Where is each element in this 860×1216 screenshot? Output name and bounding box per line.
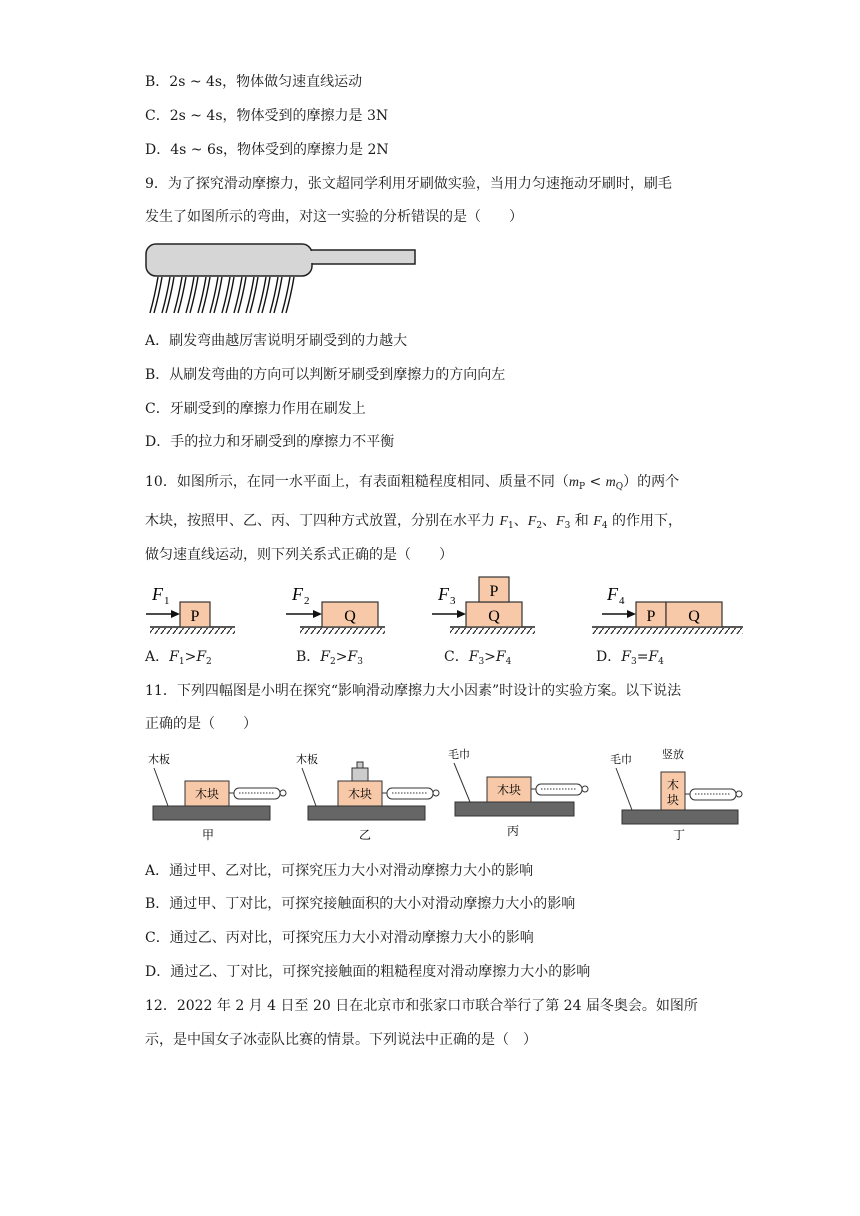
toothbrush-head: [146, 244, 312, 276]
towel-board: [455, 802, 574, 816]
q8-option-c: C．2s ~ 4s，物体受到的摩擦力是 3N: [145, 108, 389, 124]
svg-text:木块: 木块: [496, 783, 522, 797]
toothbrush-bristles: [150, 277, 294, 313]
block-q-label: Q: [688, 608, 700, 625]
q11-option-a: A．通过甲、乙对比，可探究压力大小对滑动摩擦力大小的影响: [145, 863, 534, 879]
block-q-label: Q: [488, 608, 500, 625]
q11-figure-ding: [610, 747, 742, 842]
board-label: 木板: [148, 753, 170, 766]
towel-label: 毛巾: [610, 753, 632, 766]
svg-text:木: 木: [666, 778, 680, 792]
board: [308, 806, 425, 820]
q10-option-d: D．$F_3=F_4$: [596, 649, 664, 667]
towel-label: 毛巾: [448, 748, 470, 761]
weight: [352, 768, 368, 781]
q8-option-b: B．2s ~ 4s，物体做匀速直线运动: [145, 74, 363, 90]
vertical-label: 竖放: [662, 748, 684, 761]
svg-text:木块: 木块: [194, 787, 220, 801]
svg-text:3: 3: [450, 595, 456, 607]
q12-stem-line1: 12．2022 年 2 月 4 日至 20 日在北京市和张家口市联合举行了第 24 届冬奥会。如图所: [145, 998, 698, 1014]
board: [153, 806, 270, 820]
force-arrow: [313, 610, 322, 618]
q10-figure-1: [146, 584, 235, 634]
svg-text:乙: 乙: [358, 828, 372, 842]
towel-board: [622, 810, 738, 824]
force-f2-label: F: [292, 584, 303, 604]
q10-stem-line2: 木块，按照甲、乙、丙、丁四种方式放置，分别在水平力 $F_1$、$F_2$、$F_3$ 和 $F_4$ 的作用下，: [145, 513, 682, 531]
q11-figure-jia: [148, 752, 286, 842]
q9-option-b: B．从刷发弯曲的方向可以判断牙刷受到摩擦力的方向向左: [145, 367, 506, 383]
q10-stem-line1: 10．如图所示，在同一水平面上，有表面粗糙程度相同、质量不同$(m_P < m_Q)$的两个: [145, 474, 680, 492]
toothbrush-figure: [140, 240, 420, 320]
q10-figure-4: [592, 584, 743, 634]
q11-figures: [140, 746, 760, 846]
q11-figure-bing: [448, 747, 588, 838]
force-f3-label: F: [438, 584, 449, 604]
force-f4-label: F: [607, 584, 618, 604]
force-arrow: [457, 610, 466, 618]
svg-text:块: 块: [666, 793, 680, 807]
block-p-label: P: [489, 583, 499, 600]
svg-text:1: 1: [164, 595, 170, 607]
q11-option-d: D．通过乙、丁对比，可探究接触面的粗糙程度对滑动摩擦力大小的影响: [145, 964, 591, 980]
q11-figure-yi: [296, 752, 439, 842]
block-p-label: P: [190, 608, 200, 625]
q10-figures: [140, 574, 750, 640]
q10-stem-line3: 做匀速直线运动，则下列关系式正确的是（ ）: [145, 547, 453, 563]
svg-text:甲: 甲: [201, 828, 215, 842]
block-p-label: P: [646, 608, 656, 625]
svg-text:丁: 丁: [672, 828, 686, 842]
svg-text:2: 2: [304, 595, 310, 607]
toothbrush-handle: [300, 250, 415, 264]
q10-figure-3: [432, 577, 535, 634]
svg-text:丙: 丙: [506, 824, 520, 838]
force-f1-label: F: [152, 584, 163, 604]
block-q-label: Q: [344, 608, 356, 625]
q9-option-c: C．牙刷受到的摩擦力作用在刷发上: [145, 401, 366, 417]
q9-stem-line1: 9．为了探究滑动摩擦力，张文超同学利用牙刷做实验，当用力匀速拖动牙刷时，刷毛: [145, 176, 672, 192]
q10-figure-2: [286, 584, 385, 634]
board-label: 木板: [296, 753, 318, 766]
q9-stem-line2: 发生了如图所示的弯曲，对这一实验的分析错误的是（ ）: [145, 209, 523, 225]
q11-option-b: B．通过甲、丁对比，可探究接触面积的大小对滑动摩擦力大小的影响: [145, 896, 576, 912]
force-arrow: [171, 610, 180, 618]
q9-option-a: A．刷发弯曲越厉害说明牙刷受到的力越大: [145, 333, 408, 349]
q11-stem-line1: 11．下列四幅图是小明在探究“影响滑动摩擦力大小因素”时设计的实验方案。以下说法: [145, 683, 682, 699]
q10-option-c: C．$F_3>F_4$: [444, 649, 512, 667]
q11-stem-line2: 正确的是（ ）: [145, 716, 257, 732]
q10-option-b: B．$F_2>F_3$: [296, 649, 363, 667]
svg-text:木块: 木块: [347, 787, 373, 801]
q12-stem-line2: 示，是中国女子冰壶队比赛的情景。下列说法中正确的是（ ）: [145, 1032, 537, 1048]
q11-option-c: C．通过乙、丙对比，可探究压力大小对滑动摩擦力大小的影响: [145, 930, 534, 946]
q9-option-d: D．手的拉力和牙刷受到的摩擦力不平衡: [145, 434, 395, 450]
q8-option-d: D．4s ~ 6s，物体受到的摩擦力是 2N: [145, 142, 389, 158]
force-arrow: [627, 610, 636, 618]
svg-text:4: 4: [619, 595, 625, 607]
q10-option-a: A．$F_1>F_2$: [145, 649, 212, 667]
